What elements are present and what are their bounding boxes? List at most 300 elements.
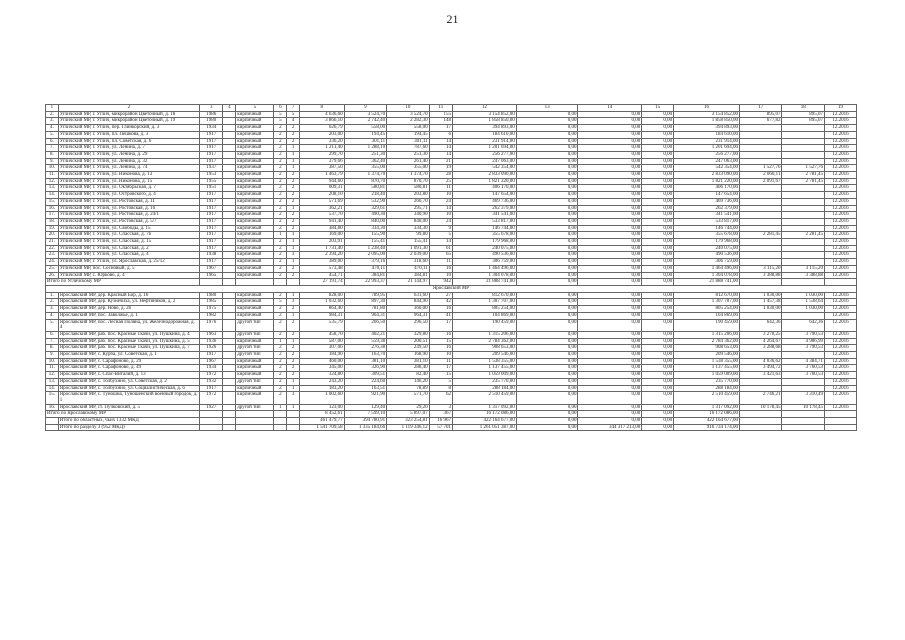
- table-cell: 18: [782, 105, 825, 112]
- table-cell: 2: [274, 192, 287, 199]
- table-cell: [739, 259, 782, 266]
- table-cell: 0,00: [578, 111, 642, 118]
- table-cell: 169,00: [299, 232, 344, 239]
- table-row: [46, 172, 857, 179]
- table-cell: 0,00: [578, 279, 642, 286]
- table-cell: [782, 198, 825, 205]
- table-cell: 3 866,10: [299, 118, 344, 125]
- table-cell: 0,00: [516, 192, 578, 199]
- table-cell: 65: [429, 252, 452, 259]
- table-cell: Угличский МР, г. Углич, ул. Ростовская, д. 24/1: [58, 212, 199, 219]
- table-cell: 334,30: [387, 225, 430, 232]
- table-row: [46, 111, 857, 118]
- table-cell: 558,00: [344, 125, 387, 132]
- table-cell: [223, 365, 236, 372]
- table-cell: 609,31: [299, 185, 344, 192]
- table-cell: [223, 212, 236, 219]
- table-cell: [782, 378, 825, 385]
- table-cell: 326,90: [344, 365, 387, 372]
- table-cell: Угличский МР, с. Юрково, д. 4: [58, 272, 199, 279]
- table-cell: кирпичный: [236, 245, 274, 252]
- table-cell: 12.2016: [825, 232, 857, 239]
- table-cell: 1 315 206,00: [674, 331, 740, 338]
- table-cell: [739, 378, 782, 385]
- table-cell: 243,20: [299, 378, 344, 385]
- table-cell: 2: [274, 158, 287, 165]
- table-cell: 129,40: [344, 404, 387, 411]
- table-cell: 218,40: [344, 192, 387, 199]
- table-cell: Ярославский МР, раб. пос. Красные Ткачи, ул. Пушкина, д. 5: [58, 338, 199, 345]
- table-cell: Угличский МР, г. Углич, микрорайон Цветочный, д. 18: [58, 111, 199, 118]
- table-cell: 14: [429, 138, 452, 145]
- table-cell: [223, 185, 236, 192]
- table-cell: 62: [429, 392, 452, 404]
- table-cell: [223, 312, 236, 319]
- table-cell: [825, 424, 857, 431]
- table-cell: Ярославский МР, пос. Лесная Поляна, ул. Железнодорожная, д. 4: [58, 319, 199, 331]
- table-cell: 21 888 741,00: [453, 279, 517, 286]
- table-cell: кирпичный: [236, 151, 274, 158]
- table-cell: 147 654,00: [453, 192, 517, 199]
- table-cell: Ярославский МР, с. Сарафоново, д. 49: [58, 365, 199, 372]
- table-row: [46, 165, 857, 172]
- table-cell: 306 759,00: [453, 259, 517, 266]
- table-cell: 2: [287, 138, 300, 145]
- table-cell: 307,06: [299, 345, 344, 352]
- table-cell: 16: [429, 306, 452, 313]
- table-cell: 1 059 009,00: [674, 372, 740, 379]
- table-cell: [223, 178, 236, 185]
- table-cell: 146,20: [387, 378, 430, 385]
- table-cell: 2: [274, 239, 287, 246]
- table-cell: [223, 418, 236, 425]
- table-cell: 1 317 092,00: [674, 404, 740, 411]
- table-cell: [782, 252, 825, 259]
- table-cell: 0,00: [642, 252, 674, 259]
- table-cell: 12.2016: [825, 338, 857, 345]
- table-cell: 0,00: [642, 306, 674, 313]
- table-row: [46, 252, 857, 259]
- table-cell: 1917: [200, 225, 223, 232]
- table-row: [46, 225, 857, 232]
- table-cell: 23.: [46, 252, 59, 259]
- table-cell: Ярославский МР, дер. Кузнечиха, ул. Нефтяников, д. 2: [58, 299, 199, 306]
- table-cell: [223, 232, 236, 239]
- table-cell: 0,00: [578, 232, 642, 239]
- table-cell: 406 170,00: [674, 185, 740, 192]
- table-cell: [739, 252, 782, 259]
- table-cell: 0,00: [516, 292, 578, 299]
- table-cell: 2: [287, 192, 300, 199]
- table-cell: [739, 418, 782, 425]
- table-cell: [223, 245, 236, 252]
- table-cell: кирпичный: [236, 299, 274, 306]
- table-cell: [782, 239, 825, 246]
- table-cell: 2 091,67: [739, 178, 782, 185]
- table-cell: другой тип: [236, 331, 274, 338]
- table-cell: [825, 279, 857, 286]
- table-cell: 1917: [200, 158, 223, 165]
- table-cell: 163,51: [344, 385, 387, 392]
- table-cell: 262 379,00: [674, 205, 740, 212]
- table-cell: Угличский МР, г. Углич, ул. Никонова, д. 13: [58, 172, 199, 179]
- table-cell: [274, 411, 287, 418]
- table-cell: 2: [274, 372, 287, 379]
- table-cell: 13: [516, 105, 578, 112]
- table-row: [46, 259, 857, 266]
- table-cell: [223, 165, 236, 172]
- table-cell: [236, 411, 274, 418]
- table-cell: 0,00: [642, 279, 674, 286]
- table-cell: 3: [287, 299, 300, 306]
- table-cell: 384,81: [387, 272, 430, 279]
- table-cell: 184 610,00: [674, 131, 740, 138]
- table-cell: 0,00: [642, 358, 674, 365]
- table-cell: 11: [429, 105, 452, 112]
- table-cell: 0,00: [642, 205, 674, 212]
- table-cell: [223, 265, 236, 272]
- table-cell: [287, 418, 300, 425]
- table-cell: 944,60: [299, 178, 344, 185]
- table-row: [46, 178, 857, 185]
- table-cell: 1955: [200, 178, 223, 185]
- table-cell: 19: [825, 105, 857, 112]
- table-row: [46, 272, 857, 279]
- table-cell: кирпичный: [236, 125, 274, 132]
- table-cell: 148: [429, 118, 452, 125]
- table-cell: 3 760,53: [782, 365, 825, 372]
- table-row: [46, 365, 857, 372]
- table-cell: 844,90: [387, 299, 430, 306]
- table-cell: 12.2016: [825, 404, 857, 411]
- table-cell: 1 821 220,00: [674, 178, 740, 185]
- table-cell: 12.2016: [825, 198, 857, 205]
- table-cell: 1.: [46, 292, 59, 299]
- table-cell: 394 893,00: [674, 125, 740, 132]
- table-cell: Угличский МР, г. Углич, ул. Ярославская, д. 25/12: [58, 259, 199, 266]
- table-cell: 16 967: [429, 418, 452, 425]
- table-cell: 82,40: [387, 372, 430, 379]
- table-cell: 1: [287, 165, 300, 172]
- table-cell: [782, 411, 825, 418]
- table-cell: 0,00: [642, 378, 674, 385]
- table-cell: 626,79: [299, 125, 344, 132]
- table-cell: 3 115,20: [739, 265, 782, 272]
- table-cell: 24: [429, 218, 452, 225]
- table-cell: 104 869,00: [453, 312, 517, 319]
- table-cell: 642,36: [782, 319, 825, 331]
- table-cell: 2 394,20: [299, 252, 344, 259]
- table-cell: [782, 424, 825, 431]
- table-cell: кирпичный: [236, 232, 274, 239]
- table-cell: 0,00: [642, 345, 674, 352]
- table-cell: 5: [236, 105, 274, 112]
- table-cell: 458,70: [299, 331, 344, 338]
- table-cell: 1917: [200, 212, 223, 219]
- table-cell: 0,00: [642, 411, 674, 418]
- table-cell: 0,00: [516, 178, 578, 185]
- table-cell: 1 137 455,00: [453, 365, 517, 372]
- table-cell: [782, 259, 825, 266]
- table-cell: Угличский МР, г. Углич, ул. Ленина, д. 32: [58, 158, 199, 165]
- table-cell: 0,00: [516, 172, 578, 179]
- table-cell: 1 030,00: [782, 292, 825, 299]
- table-row: [46, 232, 857, 239]
- table-cell: 1 032,60: [299, 299, 344, 306]
- table-cell: 2 784 362,00: [674, 338, 740, 345]
- table-cell: 422 164 677,00: [674, 418, 740, 425]
- table-cell: 0,00: [642, 299, 674, 306]
- table-cell: 870,70: [387, 178, 430, 185]
- table-cell: 2: [274, 131, 287, 138]
- table-cell: 9.: [46, 352, 59, 359]
- table-cell: 1 315 206,00: [453, 331, 517, 338]
- table-cell: 2: [274, 312, 287, 319]
- table-cell: 0,00: [516, 205, 578, 212]
- table-cell: 1: [287, 205, 300, 212]
- table-cell: 964,31: [387, 312, 430, 319]
- table-cell: 2 282,30: [387, 118, 430, 125]
- table-cell: 1 201 694,00: [674, 145, 740, 152]
- table-cell: Угличский МР, г. Углич, ул. Спасская, д. 15: [58, 239, 199, 246]
- table-cell: 0,00: [642, 239, 674, 246]
- table-cell: 1 538 355,00: [453, 358, 517, 365]
- table-cell: 1917: [200, 205, 223, 212]
- table-cell: кирпичный: [236, 312, 274, 319]
- table-cell: 1917: [200, 138, 223, 145]
- table-cell: Угличский МР, г. Углич, ул. Свободы, д. 15: [58, 225, 199, 232]
- table-cell: 6.: [46, 331, 59, 338]
- table-cell: 1: [287, 145, 300, 152]
- table-cell: 4 036,62: [739, 358, 782, 365]
- table-cell: 2: [274, 198, 287, 205]
- table-cell: 0,00: [578, 131, 642, 138]
- table-cell: 0,00: [516, 225, 578, 232]
- table-cell: 864,40: [299, 306, 344, 313]
- table-cell: 470,11: [344, 265, 387, 272]
- table-cell: [739, 239, 782, 246]
- table-cell: 4 986,99: [782, 338, 825, 345]
- table-cell: 20.: [46, 232, 59, 239]
- table-cell: 1 201 694,00: [453, 145, 517, 152]
- table-cell: 1 317 092,00: [453, 404, 517, 411]
- table-row: [46, 198, 857, 205]
- table-cell: кирпичный: [236, 392, 274, 404]
- table-cell: [223, 192, 236, 199]
- table-cell: 2: [287, 352, 300, 359]
- table-cell: 324,80: [299, 372, 344, 379]
- summary-row: [46, 418, 857, 425]
- table-cell: [223, 385, 236, 392]
- table-cell: 1 541 709,58: [299, 424, 344, 431]
- table-cell: 184 610,00: [453, 131, 517, 138]
- table-cell: 19.: [46, 225, 59, 232]
- table-cell: 1: [287, 404, 300, 411]
- table-cell: Итого по Угличскому МР: [46, 279, 200, 286]
- table-row: [46, 118, 857, 125]
- table-cell: 10: [429, 192, 452, 199]
- table-cell: 1: [274, 232, 287, 239]
- table-cell: [223, 299, 236, 306]
- table-cell: 336,20: [299, 138, 344, 145]
- table-cell: [739, 385, 782, 392]
- table-cell: Ярославский МР, с. Туношна, Туношенский военный городок, д. 1: [58, 392, 199, 404]
- table-row: [46, 312, 857, 319]
- table-cell: 11: [429, 185, 452, 192]
- table-cell: 12.2016: [825, 158, 857, 165]
- table-cell: 2: [274, 205, 287, 212]
- table-cell: 0,00: [578, 239, 642, 246]
- table-cell: 355 678,00: [674, 232, 740, 239]
- table-cell: [223, 306, 236, 313]
- table-cell: 1982: [200, 312, 223, 319]
- table-cell: 10.: [46, 165, 59, 172]
- table-cell: [782, 131, 825, 138]
- table-cell: 1917: [200, 145, 223, 152]
- table-cell: 12.2016: [825, 111, 857, 118]
- table-cell: 0,00: [516, 232, 578, 239]
- table-cell: 0,00: [578, 319, 642, 331]
- table-cell: [739, 352, 782, 359]
- table-cell: [825, 411, 857, 418]
- table-cell: 0,00: [578, 252, 642, 259]
- table-cell: 805 254,00: [674, 306, 740, 313]
- table-cell: 381,10: [344, 358, 387, 365]
- table-cell: 1975: [200, 306, 223, 313]
- table-cell: 559,38: [344, 338, 387, 345]
- table-cell: [223, 205, 236, 212]
- table-cell: 0,00: [516, 245, 578, 252]
- table-cell: 1 211,40: [299, 145, 344, 152]
- table-cell: 0,00: [578, 265, 642, 272]
- table-cell: 0,00: [516, 424, 578, 431]
- table-cell: 209 546,00: [453, 352, 517, 359]
- table-cell: [223, 225, 236, 232]
- table-cell: 2 781,45: [782, 172, 825, 179]
- table-cell: 12.2016: [825, 165, 857, 172]
- table-cell: 1: [287, 292, 300, 299]
- table-cell: 490 536,00: [453, 252, 517, 259]
- table-cell: 8 452,61: [299, 411, 344, 418]
- table-cell: 1932: [200, 378, 223, 385]
- table-cell: 2 095,00: [344, 252, 387, 259]
- table-cell: [223, 279, 236, 286]
- table-cell: Угличский МР, г. Углич, пл. Советская, д. 6: [58, 138, 199, 145]
- table-cell: 2: [274, 172, 287, 179]
- table-cell: 2 281,45: [782, 232, 825, 239]
- table-cell: Итого по областных, чьих 1332 МКД: [58, 418, 199, 425]
- table-cell: 2: [287, 185, 300, 192]
- table-cell: [782, 218, 825, 225]
- table-cell: 1917: [200, 352, 223, 359]
- table-cell: [782, 145, 825, 152]
- table-cell: [223, 404, 236, 411]
- table-cell: 247 063,00: [453, 158, 517, 165]
- table-cell: 2: [274, 378, 287, 385]
- table-cell: 0,00: [516, 365, 578, 372]
- table-row: [46, 158, 857, 165]
- table-cell: 10: [429, 212, 452, 219]
- table-cell: кирпичный: [236, 239, 274, 246]
- table-cell: 360,00: [387, 306, 430, 313]
- table-cell: 10: [429, 352, 452, 359]
- table-cell: 2: [287, 178, 300, 185]
- table-cell: 0,00: [516, 212, 578, 219]
- table-cell: 0,00: [578, 372, 642, 379]
- table-cell: 0,00: [642, 118, 674, 125]
- table-cell: 0,00: [578, 365, 642, 372]
- table-cell: 16: [674, 105, 740, 112]
- table-cell: 0,00: [516, 385, 578, 392]
- table-cell: Угличский МР, г. Углич, пл. Пешкова, д. 3: [58, 131, 199, 138]
- table-cell: кирпичный: [236, 218, 274, 225]
- table-cell: 299,70: [299, 151, 344, 158]
- table-cell: 2: [274, 165, 287, 172]
- table-cell: 1934: [200, 365, 223, 372]
- table-cell: 11.: [46, 172, 59, 179]
- table-cell: 941,40: [299, 218, 344, 225]
- table-cell: [739, 218, 782, 225]
- table-cell: [223, 378, 236, 385]
- table-cell: 0,00: [516, 312, 578, 319]
- table-cell: 3 790,53: [782, 345, 825, 352]
- table-cell: 0,00: [642, 404, 674, 411]
- table-cell: 2 781,45: [782, 178, 825, 185]
- table-cell: 0,00: [642, 185, 674, 192]
- table-cell: 2: [274, 265, 287, 272]
- table-cell: 4 264,67: [739, 338, 782, 345]
- table-cell: 1953: [200, 172, 223, 179]
- table-cell: 24.: [46, 259, 59, 266]
- table-cell: 0,00: [516, 418, 578, 425]
- table-cell: 379,16: [344, 259, 387, 266]
- table-cell: 256 277,00: [674, 151, 740, 158]
- table-cell: Угличский МР, г. Углич, ул. Ростовская, д. 16: [58, 205, 199, 212]
- table-cell: 1 464 496,00: [674, 265, 740, 272]
- table-cell: [223, 118, 236, 125]
- table-cell: 41: [429, 312, 452, 319]
- table-cell: [223, 352, 236, 359]
- table-cell: Угличский МР, г. Углич, пер. Глинкорский, д. 3: [58, 125, 199, 132]
- table-cell: 12.2016: [825, 245, 857, 252]
- table-cell: 1 030,00: [739, 292, 782, 299]
- table-cell: 1917: [200, 131, 223, 138]
- table-cell: 2: [274, 392, 287, 404]
- table-cell: 362,40: [344, 158, 387, 165]
- table-cell: 1: [287, 239, 300, 246]
- table-cell: 146 744,00: [453, 225, 517, 232]
- table-cell: 12.2016: [825, 178, 857, 185]
- table-cell: 3 154 852,00: [453, 111, 517, 118]
- table-cell: [223, 331, 236, 338]
- table-row: [46, 245, 857, 252]
- table-cell: 1: [287, 378, 300, 385]
- table-cell: 1: [287, 151, 300, 158]
- table-cell: кирпичный: [236, 131, 274, 138]
- table-cell: Угличский МР, г. Углич, ул. Ростовская, д. 11: [58, 198, 199, 205]
- table-cell: 235 770,00: [453, 378, 517, 385]
- table-cell: 12.2016: [825, 372, 857, 379]
- table-cell: 3.: [46, 118, 59, 125]
- table-cell: 2: [274, 178, 287, 185]
- table-cell: 1 137 455,00: [674, 365, 740, 372]
- table-cell: 895,07: [782, 111, 825, 118]
- table-cell: [739, 198, 782, 205]
- table-cell: 17: [429, 365, 452, 372]
- table-cell: 155,41: [387, 239, 430, 246]
- table-cell: 183,20: [299, 385, 344, 392]
- table-cell: Ярославский МР, раб. пос. Красные Ткачи, ул. Пушкина, д. 4: [58, 331, 199, 338]
